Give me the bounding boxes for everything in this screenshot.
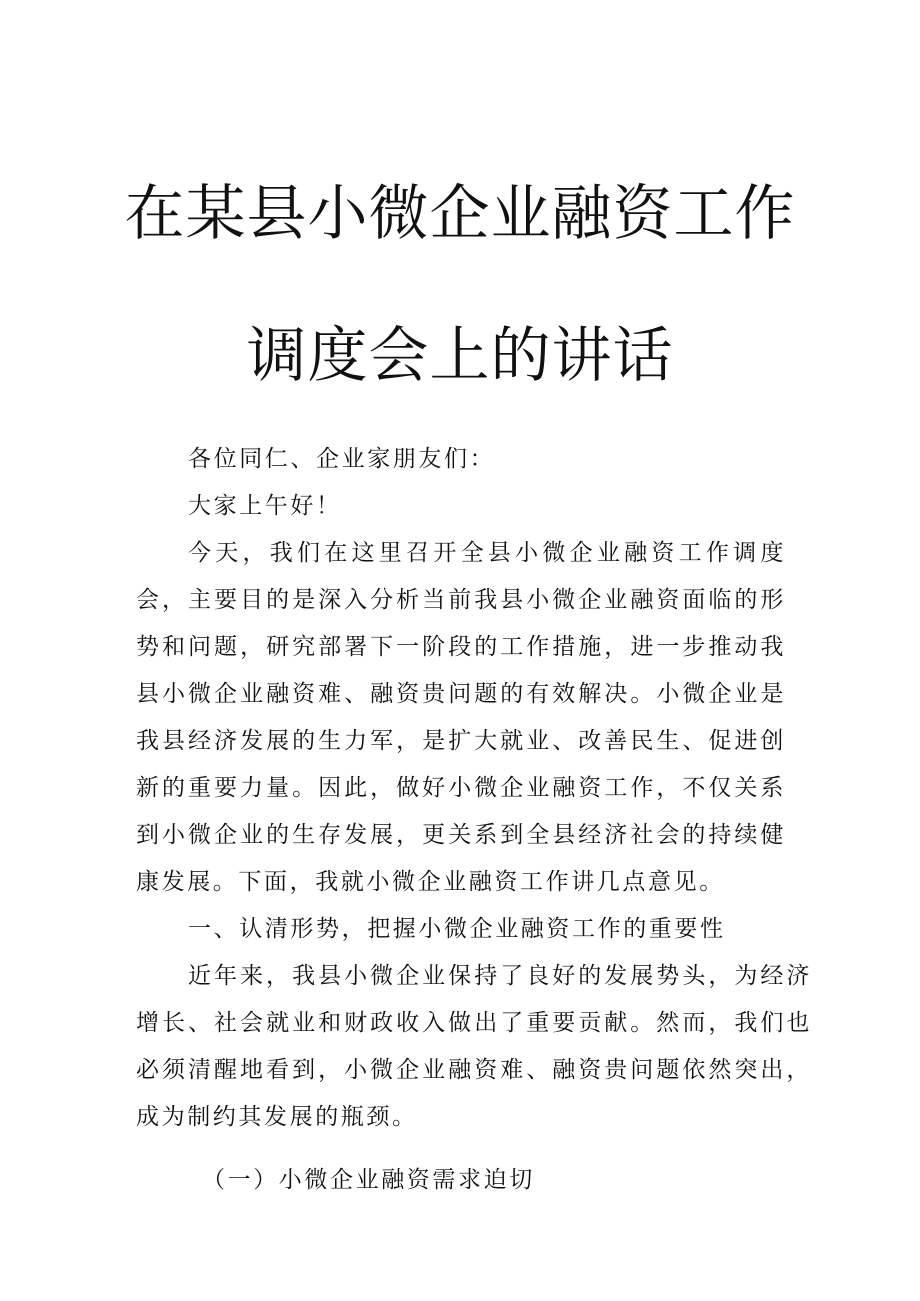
greeting: 大家上午好！ bbox=[188, 493, 342, 519]
document-title-line-1: 在某县小微企业融资工作 bbox=[124, 179, 796, 249]
section-1-paragraph: 近年来，我县小微企业保持了良好的发展势头，为经济增长、社会就业和财政收入做出了重要贡献。然而，我们也必须清醒地看到，小微企业融资难、融资贵问题依然突出，成为制约其发展的瓶颈。 bbox=[136, 963, 812, 1130]
document-body bbox=[136, 436, 812, 1204]
intro-paragraph: 今天，我们在这里召开全县小微企业融资工作调度会，主要目的是深入分析当前我县小微企业融资面临的形势和问题，研究部署下一阶段的工作措施，进一步推动我县小微企业融资难、融资贵问题的有效解决。小微企业是我县经济发展的生力军，是扩大就业、改善民生、促进创新的重要力量。因此，做好小微企业融资工作，不仅关系到小微企业的生存发展，更关系到全县经济社会的持续健康发展。下面，我就小微企业融资工作讲几点意见。 bbox=[136, 540, 786, 895]
document-title-line-2: 调度会上的讲话 bbox=[246, 321, 674, 391]
section-heading-1: 一、认清形势，把握小微企业融资工作的重要性 bbox=[188, 916, 726, 942]
salutation: 各位同仁、企业家朋友们： bbox=[188, 446, 496, 472]
subsection-heading-1: （一）小微企业融资需求迫切 bbox=[202, 1167, 535, 1193]
